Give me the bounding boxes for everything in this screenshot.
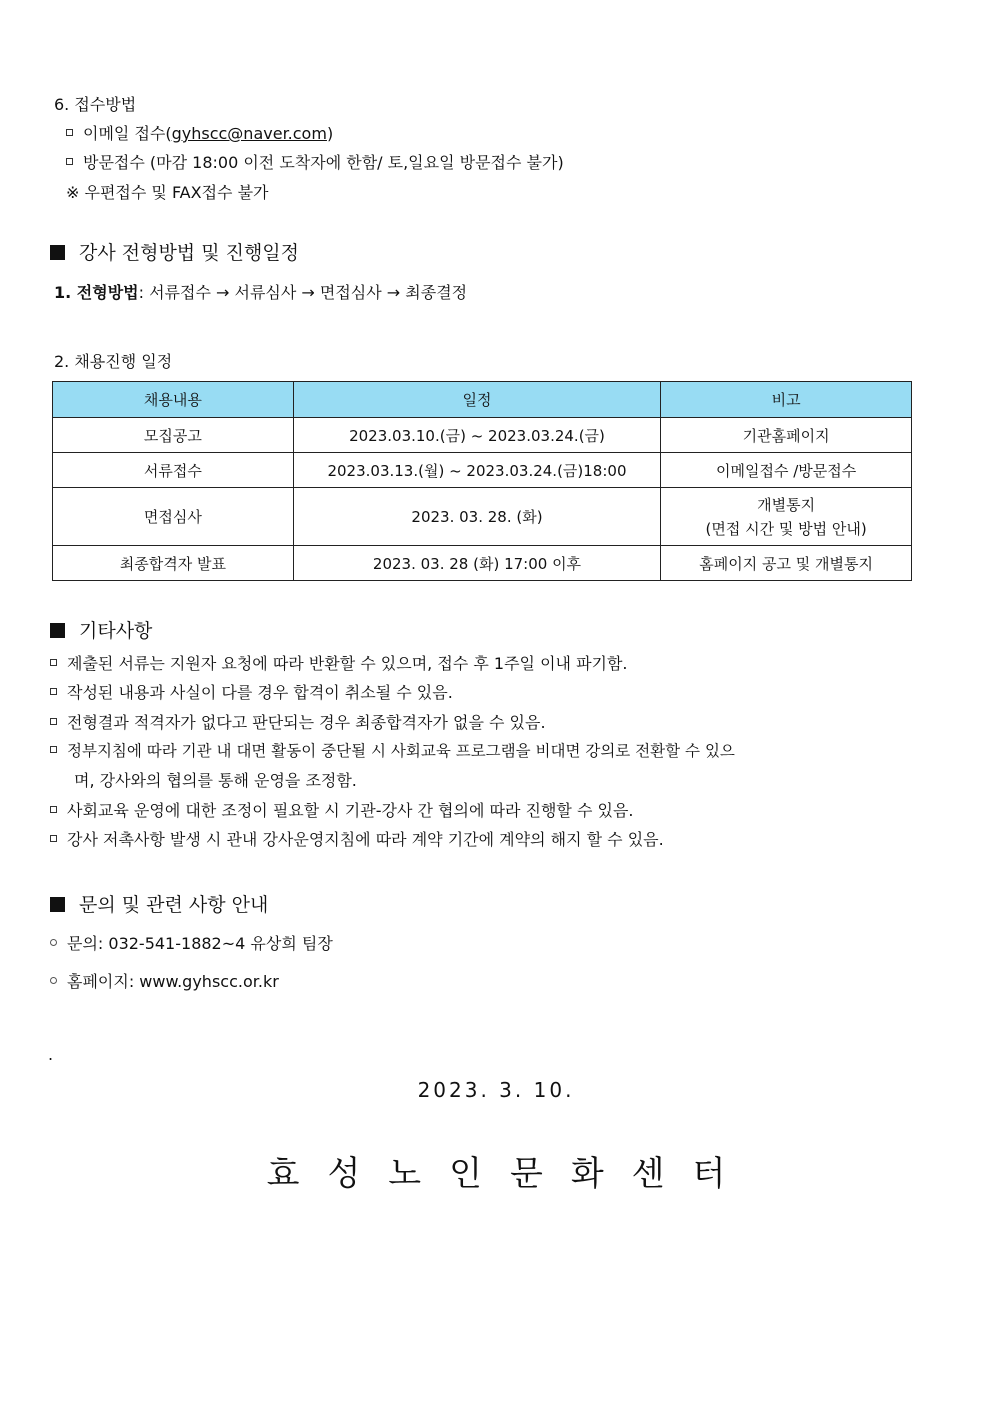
visit-text: 방문접수 (마감 18:00 이전 도착자에 한함/ 토,일요일 방문접수 불가) — [83, 153, 564, 172]
square-bullet-icon — [50, 746, 57, 753]
etc-item-text: 제출된 서류는 지원자 요청에 따라 반환할 수 있으며, 접수 후 1주일 이내 파기함. — [67, 654, 628, 673]
list-item-continuation: 며, 강사와의 협의를 통해 운영을 조정함. — [74, 771, 357, 790]
cell-note: 이메일접수 /방문접수 — [661, 453, 912, 488]
section6-heading: 6. 접수방법 — [54, 95, 137, 114]
contact-homepage: 홈페이지: www.gyhscc.or.kr — [67, 972, 279, 991]
etc-item-text: 작성된 내용과 사실이 다를 경우 합격이 취소될 수 있음. — [67, 683, 453, 702]
cell-date: 2023. 03. 28. (화) — [293, 488, 661, 546]
header-date: 일정 — [293, 382, 661, 418]
cell-note-line2: (면접 시간 및 방법 안내) — [705, 519, 867, 538]
schedule-table — [52, 381, 912, 581]
filled-square-icon — [50, 897, 65, 912]
organization-name: 효성노인문화센터 — [266, 1154, 754, 1194]
method-text: : 서류접수 → 서류심사 → 면접심사 → 최종결정 — [138, 283, 468, 302]
cell-item: 면접심사 — [53, 488, 294, 546]
etc-item-text: 정부지침에 따라 기관 내 대면 활동이 중단될 시 사회교육 프로그램을 비대면 강의로 전환할 수 있으 — [67, 742, 735, 760]
circle-bullet-icon — [50, 977, 57, 984]
table-row — [53, 453, 912, 488]
selection-heading-text: 강사 전형방법 및 진행일정 — [79, 242, 300, 264]
cell-date: 2023.03.10.(금) ~ 2023.03.24.(금) — [293, 418, 661, 453]
contact-heading-text: 문의 및 관련 사항 안내 — [79, 894, 269, 916]
contact-phone-line — [50, 931, 333, 954]
list-item — [50, 798, 633, 821]
etc-heading — [50, 616, 152, 643]
schedule-heading: 2. 채용진행 일정 — [54, 352, 173, 371]
cell-item: 서류접수 — [53, 453, 294, 488]
email-line — [66, 121, 333, 144]
footer-date: 2023. 3. 10. — [417, 1078, 575, 1102]
square-bullet-icon — [66, 129, 73, 136]
filled-square-icon — [50, 245, 65, 260]
contact-heading — [50, 890, 268, 917]
filled-square-icon — [50, 623, 65, 638]
cell-note: 기관홈페이지 — [661, 418, 912, 453]
email-link[interactable]: gyhscc@naver.com — [171, 124, 327, 143]
list-item — [50, 710, 546, 733]
list-item — [50, 739, 735, 761]
etc-item-text: 사회교육 운영에 대한 조정이 필요할 시 기관-강사 간 협의에 따라 진행할 수 있음. — [67, 801, 634, 820]
selection-heading — [50, 238, 299, 265]
cell-date: 2023.03.13.(월) ~ 2023.03.24.(금)18:00 — [293, 453, 661, 488]
table-row — [53, 488, 912, 546]
contact-homepage-line — [50, 969, 279, 992]
visit-line — [66, 150, 564, 173]
table-row — [53, 546, 912, 581]
list-item — [50, 651, 628, 674]
cell-note — [661, 488, 912, 546]
email-close: ) — [326, 124, 334, 143]
table-header-row — [53, 382, 912, 418]
email-label: 이메일 접수( — [83, 124, 172, 143]
square-bullet-icon — [66, 158, 73, 165]
list-item — [50, 827, 664, 850]
cell-note: 홈페이지 공고 및 개별통지 — [661, 546, 912, 581]
etc-item-text: 전형결과 적격자가 없다고 판단되는 경우 최종합격자가 없을 수 있음. — [67, 713, 546, 732]
etc-item-text: 강사 저촉사항 발생 시 관내 강사운영지침에 따라 계약 기간에 계약의 해지 할 수 있음. — [67, 830, 664, 849]
cell-date: 2023. 03. 28 (화) 17:00 이후 — [293, 546, 661, 581]
square-bullet-icon — [50, 718, 57, 725]
cell-item: 모집공고 — [53, 418, 294, 453]
etc-heading-text: 기타사항 — [79, 620, 153, 642]
header-item: 채용내용 — [53, 382, 294, 418]
list-item — [50, 680, 453, 703]
note-line: ※ 우편접수 및 FAX접수 불가 — [66, 183, 269, 202]
table-row — [53, 418, 912, 453]
cell-note-line1: 개별통지 — [757, 495, 816, 514]
method-line — [54, 280, 467, 303]
circle-bullet-icon — [50, 939, 57, 946]
square-bullet-icon — [50, 806, 57, 813]
footer-dot: . — [48, 1045, 54, 1064]
square-bullet-icon — [50, 659, 57, 666]
header-note: 비고 — [661, 382, 912, 418]
cell-item: 최종합격자 발표 — [53, 546, 294, 581]
contact-phone: 문의: 032-541-1882~4 유상희 팀장 — [67, 934, 333, 953]
method-label: 1. 전형방법 — [54, 283, 139, 302]
square-bullet-icon — [50, 688, 57, 695]
square-bullet-icon — [50, 835, 57, 842]
